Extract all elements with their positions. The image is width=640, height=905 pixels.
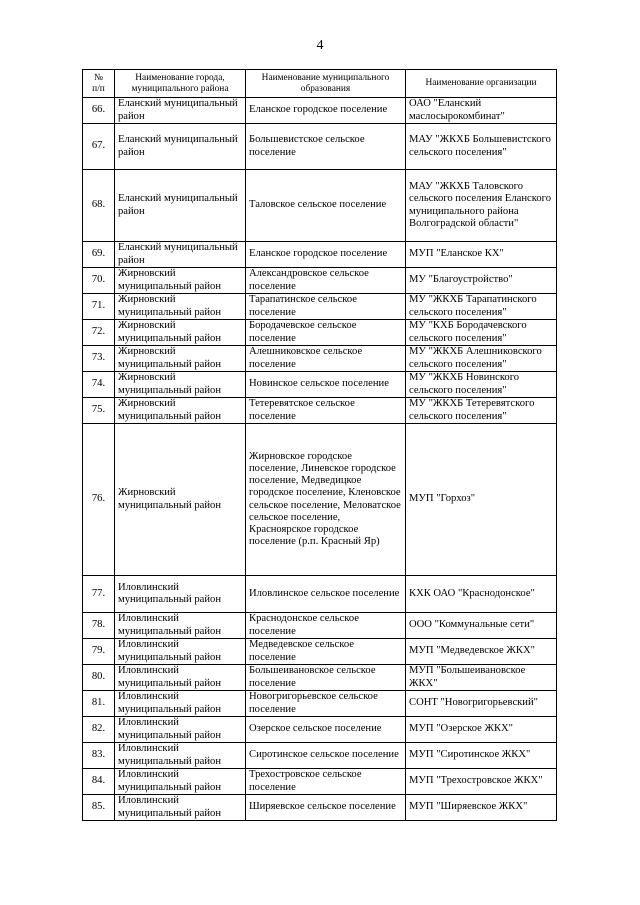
row-organization: ОАО "Еланский маслосырокомбинат" [406,98,557,124]
row-organization: МАУ "ЖКХБ Таловского сельского поселения Еланского муниципального района Волгоградской области" [406,170,557,242]
row-number: 75. [83,398,115,424]
row-municipality: Еланское городское поселение [246,98,406,124]
row-municipality: Медведевское сельское поселение [246,639,406,665]
row-municipality: Озерское сельское поселение [246,717,406,743]
row-municipality: Бородачевское сельское поселение [246,320,406,346]
row-municipality: Иловлинское сельское поселение [246,576,406,613]
row-organization: МУП "Сиротинское ЖКХ" [406,743,557,769]
table-row [83,398,557,424]
table-row [83,613,557,639]
table-row [83,372,557,398]
table-row [83,294,557,320]
table-row [83,320,557,346]
row-organization: МУП "Еланское КХ" [406,242,557,268]
row-organization: МАУ "ЖКХБ Большевистского сельского поселения" [406,124,557,170]
row-organization: МУ "ЖКХБ Новинского сельского поселения" [406,372,557,398]
row-district: Жирновский муниципальный район [115,398,246,424]
organizations-table [82,69,557,821]
row-number: 72. [83,320,115,346]
row-number: 85. [83,795,115,821]
row-number: 67. [83,124,115,170]
row-district: Жирновский муниципальный район [115,346,246,372]
row-district: Еланский муниципальный район [115,98,246,124]
row-municipality: Новинское сельское поселение [246,372,406,398]
row-municipality: Александровское сельское поселение [246,268,406,294]
row-municipality: Большевистское сельское поселение [246,124,406,170]
table-row [83,665,557,691]
row-number: 77. [83,576,115,613]
row-organization: МУП "Большеивановское ЖКХ" [406,665,557,691]
table-row [83,795,557,821]
row-organization: МУ "ЖКХБ Тетеревятского сельского поселения" [406,398,557,424]
table-row [83,743,557,769]
row-number: 66. [83,98,115,124]
row-organization: МУ "ЖКХБ Тарапатинского сельского поселения" [406,294,557,320]
page-number: 4 [316,38,324,53]
header-organization: Наименование организации [406,70,557,98]
row-organization: СОНТ "Новогригорьевский" [406,691,557,717]
row-organization: МУП "Горхоз" [406,424,557,576]
row-district: Жирновский муниципальный район [115,372,246,398]
row-district: Иловлинский муниципальный район [115,691,246,717]
row-number: 71. [83,294,115,320]
row-number: 74. [83,372,115,398]
row-number: 69. [83,242,115,268]
row-district: Иловлинский муниципальный район [115,665,246,691]
row-organization: МУП "Озерское ЖКХ" [406,717,557,743]
table-row [83,124,557,170]
row-organization: МУ "Благоустройство" [406,268,557,294]
table-row [83,691,557,717]
row-number: 79. [83,639,115,665]
table-row [83,268,557,294]
row-number: 81. [83,691,115,717]
row-number: 82. [83,717,115,743]
row-district: Еланский муниципальный район [115,242,246,268]
table-header-row [83,70,557,98]
row-district: Иловлинский муниципальный район [115,613,246,639]
row-municipality: Жирновское городское поселение, Линевское городское поселение, Медведицкое городское поселение, Кленовское сельское поселение, Меловатское сельское поселение, Красноярское городское поселение (р.п. Красный Яр) [246,424,406,576]
row-number: 80. [83,665,115,691]
table-row [83,170,557,242]
row-municipality: Трехостровское сельское поселение [246,769,406,795]
header-municipality: Наименование муниципального образования [246,70,406,98]
row-number: 78. [83,613,115,639]
row-number: 84. [83,769,115,795]
row-municipality: Еланское городское поселение [246,242,406,268]
row-organization: КХК ОАО "Краснодонское" [406,576,557,613]
row-district: Иловлинский муниципальный район [115,769,246,795]
row-municipality: Сиротинское сельское поселение [246,743,406,769]
table-row [83,576,557,613]
row-number: 83. [83,743,115,769]
table-row [83,639,557,665]
row-district: Жирновский муниципальный район [115,268,246,294]
row-organization: МУП "Ширяевское ЖКХ" [406,795,557,821]
row-district: Иловлинский муниципальный район [115,743,246,769]
row-district: Жирновский муниципальный район [115,294,246,320]
row-municipality: Новогригорьевское сельское поселение [246,691,406,717]
row-district: Иловлинский муниципальный район [115,639,246,665]
row-organization: МУП "Трехостровское ЖКХ" [406,769,557,795]
row-organization: МУ "КХБ Бородачевского сельского поселения" [406,320,557,346]
row-district: Еланский муниципальный район [115,170,246,242]
row-number: 76. [83,424,115,576]
row-number: 73. [83,346,115,372]
row-organization: МУП "Медведевское ЖКХ" [406,639,557,665]
table-row [83,242,557,268]
row-district: Жирновский муниципальный район [115,424,246,576]
row-organization: ООО "Коммунальные сети" [406,613,557,639]
row-number: 68. [83,170,115,242]
row-district: Жирновский муниципальный район [115,320,246,346]
table-row [83,98,557,124]
row-municipality: Алешниковское сельское поселение [246,346,406,372]
row-municipality: Ширяевское сельское поселение [246,795,406,821]
row-number: 70. [83,268,115,294]
header-district: Наименование города, муниципального района [115,70,246,98]
row-municipality: Большеивановское сельское поселение [246,665,406,691]
row-district: Иловлинский муниципальный район [115,717,246,743]
row-district: Иловлинский муниципальный район [115,795,246,821]
row-municipality: Таловское сельское поселение [246,170,406,242]
row-municipality: Краснодонское сельское поселение [246,613,406,639]
table-row [83,346,557,372]
table-row [83,769,557,795]
row-district: Иловлинский муниципальный район [115,576,246,613]
row-municipality: Тетеревятское сельское поселение [246,398,406,424]
row-organization: МУ "ЖКХБ Алешниковского сельского поселения" [406,346,557,372]
header-num: № п/п [83,70,115,98]
table-row [83,424,557,576]
table-row [83,717,557,743]
row-district: Еланский муниципальный район [115,124,246,170]
row-municipality: Тарапатинское сельское поселение [246,294,406,320]
